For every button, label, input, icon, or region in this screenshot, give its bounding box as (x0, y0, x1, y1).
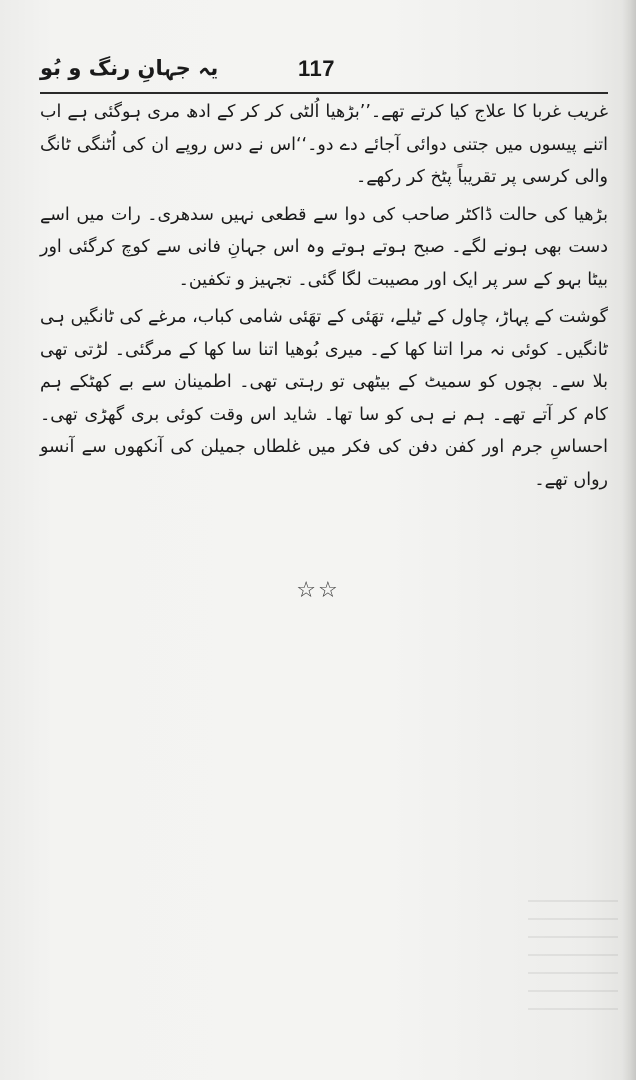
book-title: یہ جہانِ رنگ و بُو (40, 56, 219, 80)
bleed-through-shadow (528, 900, 618, 1020)
running-header (40, 52, 602, 92)
page-gutter-shadow (622, 0, 636, 1080)
page-number: 117 (298, 56, 335, 81)
paragraph: غریب غربا کا علاج کیا کرتے تھے۔’’بڑھیا اُلٹی کر کر کے ادھ مری ہوگئی ہے اب اتنے پیسوں میں جتنی دوائی آجائے دے دو۔‘‘اس نے دس روپے ان کی اُٹنگی ٹانگ والی کرسی پر تقریباً پٹخ کر رکھے۔ (40, 102, 608, 187)
paragraph: گوشت کے پہاڑ، چاول کے ٹیلے، تھَئی کے تھَئی شامی کباب، مرغے کی ٹانگیں ہی ٹانگیں۔ کوئی نہ مرا اتنا کھا کے۔ میری بُوھیا اتنا سا کھا کے مرگئی۔ لڑتی تھی بلا سے۔ بچوں کو سمیٹ کے بیٹھی تو رہتی تھی۔ اطمینان سے بے کھٹکے ہم کام کر آتے تھے۔ ہم نے ہی کو سا تھا۔ شاید اس وقت کوئی بری گھڑی تھی۔ احساسِ جرم اور کفن دفن کی فکر میں غلطاں جمیلن کی آنکھوں سے آنسو رواں تھے۔ (40, 307, 608, 490)
header-rule (40, 92, 608, 94)
page-body (40, 96, 608, 501)
paragraph: بڑھیا کی حالت ڈاکٹر صاحب کی دوا سے قطعی نہیں سدھری۔ رات میں اسے دست بھی ہونے لگے۔ صبح ہوتے ہوتے وہ اس جہانِ فانی سے کوچ کرگئی اور بیٹا بہو کے سر پر ایک اور مصیبت لگا گئی۔ تجہیز و تکفین۔ (40, 204, 608, 290)
section-end-stars: ☆☆ (296, 578, 340, 603)
